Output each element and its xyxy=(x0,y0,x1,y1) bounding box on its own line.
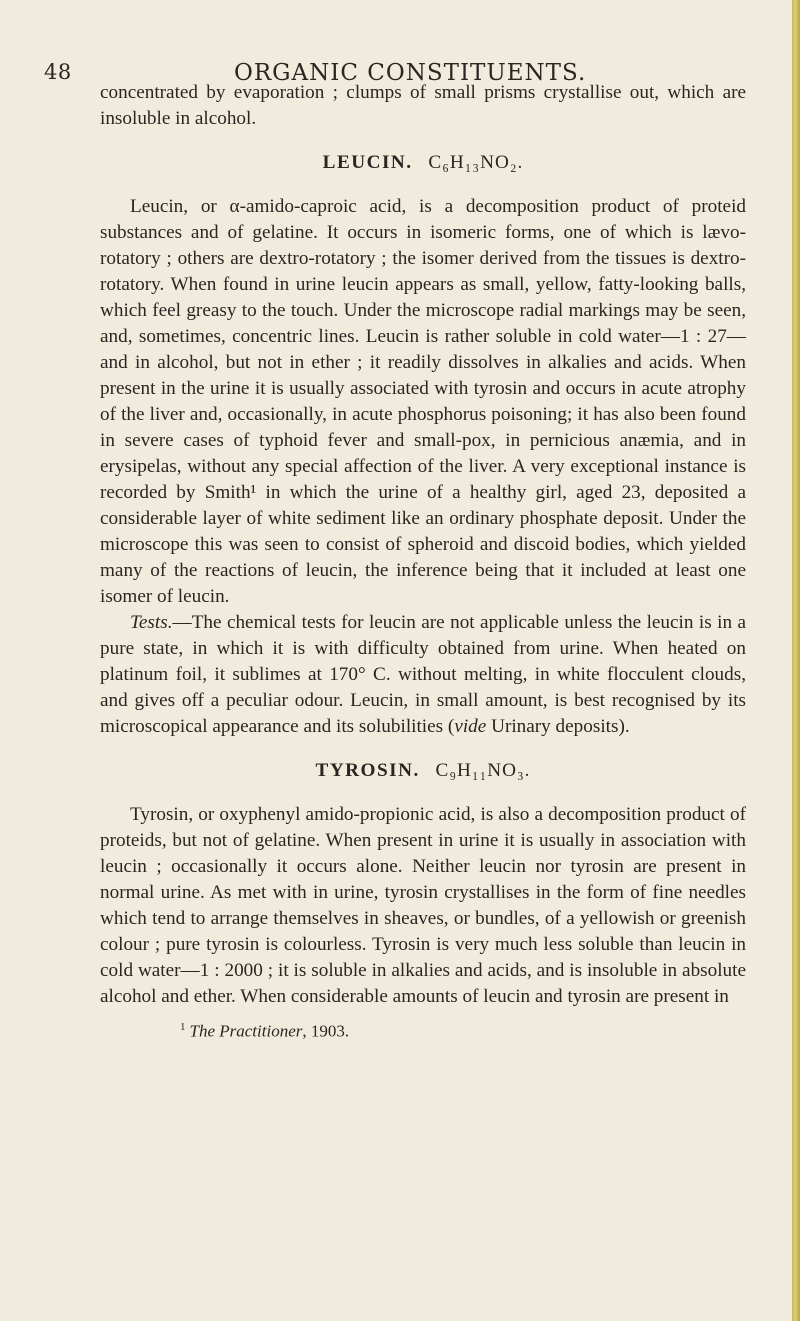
tests-paragraph xyxy=(100,610,746,740)
tests-vide: vide xyxy=(454,716,487,737)
tyrosin-heading xyxy=(100,758,746,784)
leucin-paragraph: Leucin, or α-amido-caproic acid, is a decomposition product of proteid substances and of gelatine. It occurs in isomeric forms, one of which is lævo-rotatory ; others are dextro-rotatory ; the isomer derived from the tissues is dextro-rotatory. When found in urine leucin appears as small, yellow, fatty-looking balls, which feel greasy to the touch. Under the microscope radial markings may be seen, and, sometimes, concentric lines. Leucin is rather soluble in cold water—1 : 27—and in alcohol, but not in ether ; it readily dissolves in alkalies and acids. When present in the urine it is usually associated with tyrosin and occurs in acute atrophy of the liver and, occasionally, in acute phosphorus poisoning; it has also been found in severe cases of typhoid fever and small-pox, in pernicious anæmia, and in erysipelas, without any special affection of the liver. A very exceptional instance is recorded by Smith¹ in which the urine of a healthy girl, aged 23, deposited a considerable layer of white sediment like an ordinary phosphate deposit. Under the microscope this was seen to consist of spheroid and discoid bodies, which yielded many of the reactions of leucin, the inference being that it included at least one isomer of leucin. xyxy=(100,196,746,607)
intro-paragraph: concentrated by evaporation ; clumps of small prisms crystallise out, which are insoluble in alcohol. xyxy=(100,82,746,129)
tyrosin-heading-name: TYROSIN. xyxy=(315,760,420,781)
leucin-heading xyxy=(100,150,746,176)
footnote-year: , 1903. xyxy=(302,1021,350,1041)
tests-label: Tests. xyxy=(130,612,173,633)
tyrosin-paragraph: Tyrosin, or oxyphenyl amido-propionic acid, is also a decomposition product of proteids, but not of gelatine. When present in urine it is usually in association with leucin ; occasionally it occurs alone. Neither leucin nor tyrosin are present in normal urine. As met with in urine, tyrosin crystallises in the form of fine needles which tend to arrange themselves in sheaves, or bundles, of a yellowish or greenish colour ; pure tyrosin is colourless. Tyrosin is very much less soluble than leucin in cold water—1 : 2000 ; it is soluble in alkalies and acids, and is insoluble in absolute alcohol and ether. When considerable amounts of leucin and tyrosin are present in xyxy=(100,804,746,1007)
footnote-source: The Practitioner xyxy=(189,1021,303,1041)
page-body xyxy=(100,80,746,1045)
page-number: 48 xyxy=(44,60,72,84)
footnote-mark: 1 xyxy=(180,1021,186,1033)
leucin-heading-name: LEUCIN. xyxy=(322,152,413,173)
tests-text: —The chemical tests for leucin are not applicable unless the leucin is in a pure state, in which it is with difficulty obtained from urine. When heated on platinum foil, it sublimes at 170° C. without melting, in white flocculent clouds, and gives off a peculiar odour. Leucin, in small amount, is best recognised by its microscopical appearance and its solubilities ( xyxy=(100,612,746,737)
running-title: ORGANIC CONSTITUENTS. xyxy=(234,60,587,86)
leucin-formula: C₆H₁₃NO₂. xyxy=(428,152,524,173)
tests-end: Urinary deposits). xyxy=(486,716,630,737)
tyrosin-formula: C₉H₁₁NO₃. xyxy=(435,760,531,781)
page-edge xyxy=(792,0,800,1321)
footnote xyxy=(100,1014,746,1045)
